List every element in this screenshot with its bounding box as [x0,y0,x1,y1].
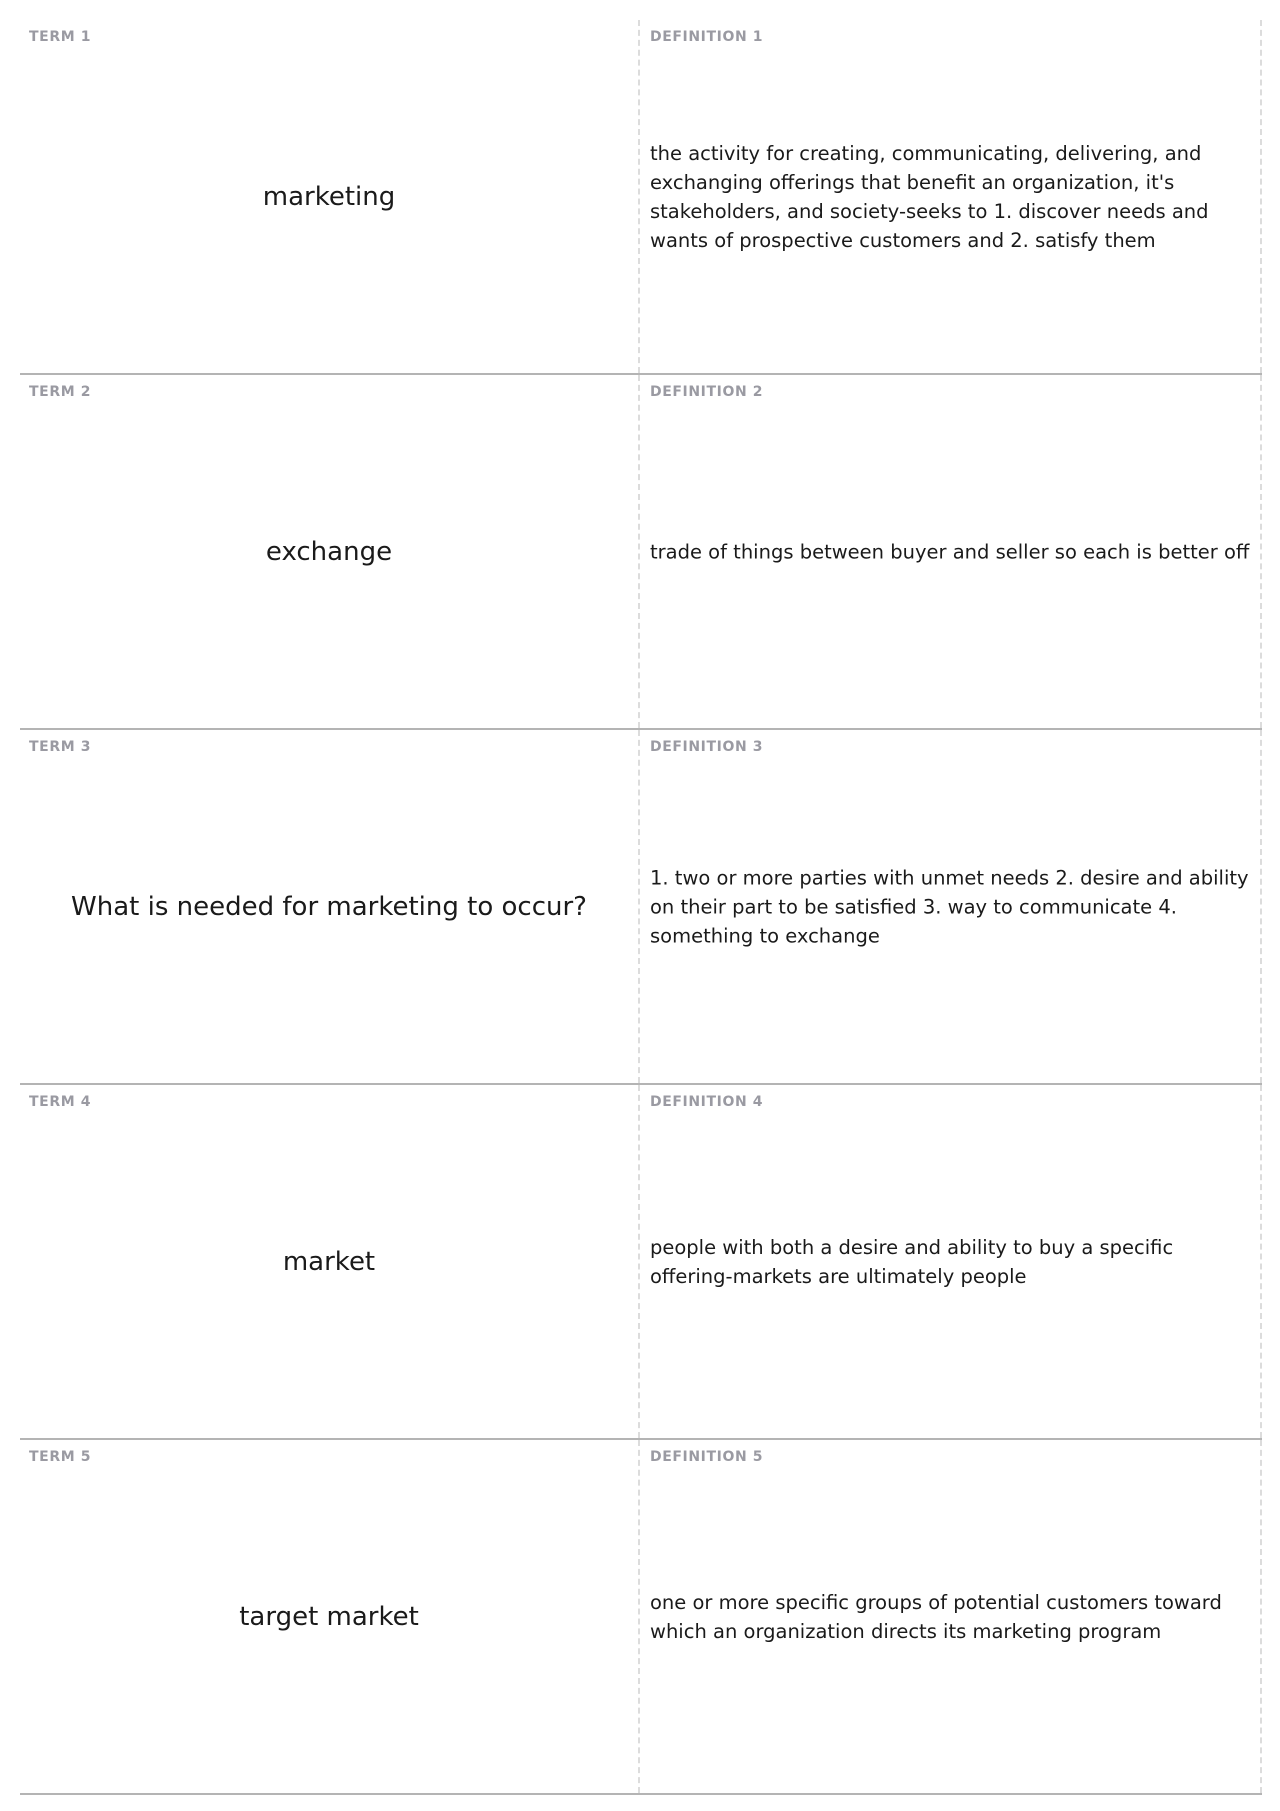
term-cell [20,375,640,728]
term-text: market [282,1246,376,1277]
flashcard-row [20,20,1262,375]
definition-label: DEFINITION 4 [650,1094,764,1110]
definition-cell [640,730,1262,1083]
definition-label: DEFINITION 3 [650,739,764,755]
term-cell [20,730,640,1083]
term-text: target market [239,1601,419,1632]
term-cell [20,1440,640,1793]
flashcard-row [20,375,1262,730]
definition-text: people with both a desire and ability to buy a specific offering-markets are ultimately people [650,1235,1174,1288]
flashcard-sheet [20,20,1262,1795]
term-label: TERM 1 [29,29,92,45]
term-label: TERM 4 [29,1094,92,1110]
term-cell [20,20,640,373]
definition-label: DEFINITION 5 [650,1449,764,1465]
definition-label: DEFINITION 2 [650,384,764,400]
definition-cell [640,20,1262,373]
term-cell [20,1085,640,1438]
term-text: exchange [265,536,393,567]
definition-cell [640,1085,1262,1438]
term-label: TERM 2 [29,384,92,400]
flashcard-row [20,1085,1262,1440]
term-text: What is needed for marketing to occur? [71,891,587,922]
definition-cell [640,1440,1262,1793]
definition-text: 1. two or more parties with unmet needs 2. desire and ability on their part to be satisfied 3. way to communicate 4. something to exchange [650,866,1249,947]
term-label: TERM 5 [29,1449,92,1465]
flashcard-row [20,1440,1262,1795]
definition-text: the activity for creating, communicating, delivering, and exchanging offerings that benefit an organization, it's stakeholders, and society-seeks to 1. discover needs and wants of prospective customers and 2. satisfy them [650,141,1209,252]
definition-cell [640,375,1262,728]
definition-text: trade of things between buyer and seller so each is better off [650,540,1250,563]
definition-text: one or more specific groups of potential customers toward which an organization directs its marketing program [650,1590,1222,1643]
term-text: marketing [262,181,396,212]
flashcard-row [20,730,1262,1085]
definition-label: DEFINITION 1 [650,29,764,45]
term-label: TERM 3 [29,739,92,755]
